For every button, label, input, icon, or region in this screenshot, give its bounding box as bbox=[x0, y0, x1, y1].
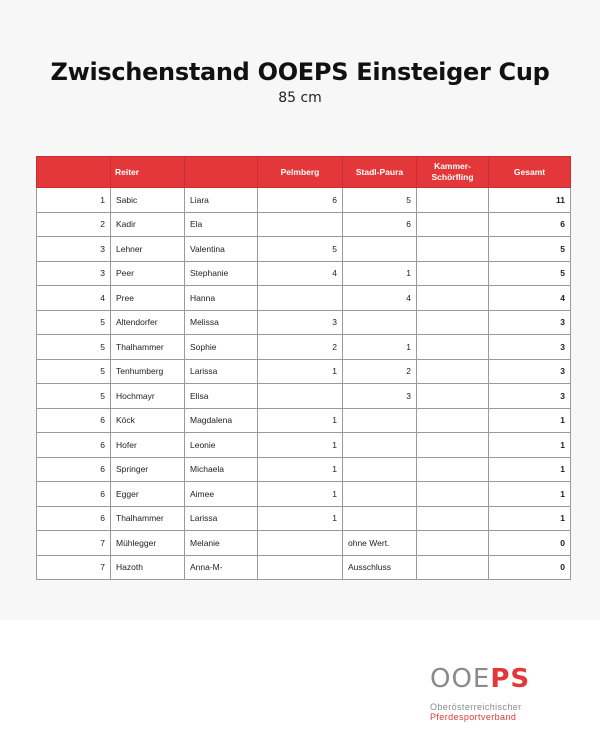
cell-stadl-paura: 4 bbox=[343, 286, 417, 311]
cell-last-name: Egger bbox=[111, 482, 185, 507]
table-row bbox=[37, 457, 571, 482]
table-row bbox=[37, 531, 571, 556]
cell-stadl-paura bbox=[343, 482, 417, 507]
table-row bbox=[37, 237, 571, 262]
table-row bbox=[37, 212, 571, 237]
cell-pelmberg: 5 bbox=[258, 237, 343, 262]
table-row bbox=[37, 335, 571, 360]
cell-last-name: Tenhumberg bbox=[111, 359, 185, 384]
table-row bbox=[37, 188, 571, 213]
cell-pelmberg: 1 bbox=[258, 359, 343, 384]
cell-stadl-paura: 5 bbox=[343, 188, 417, 213]
cell-pelmberg: 1 bbox=[258, 408, 343, 433]
cell-pelmberg: 1 bbox=[258, 457, 343, 482]
page-subtitle: 85 cm bbox=[278, 90, 322, 106]
cell-pelmberg bbox=[258, 286, 343, 311]
cell-rank: 7 bbox=[37, 531, 111, 556]
cell-stadl-paura bbox=[343, 506, 417, 531]
cell-first-name: Leonie bbox=[185, 433, 258, 458]
cell-stadl-paura bbox=[343, 310, 417, 335]
cell-rank: 3 bbox=[37, 261, 111, 286]
table-row bbox=[37, 310, 571, 335]
cell-last-name: Thalhammer bbox=[111, 506, 185, 531]
table-header-row bbox=[37, 157, 571, 188]
cell-first-name: Stephanie bbox=[185, 261, 258, 286]
cell-stadl-paura: 6 bbox=[343, 212, 417, 237]
cell-first-name: Melissa bbox=[185, 310, 258, 335]
cell-stadl-paura: ohne Wert. bbox=[343, 531, 417, 556]
cell-kammer-schoerfling bbox=[417, 457, 489, 482]
cell-total: 1 bbox=[489, 482, 571, 507]
cell-total: 3 bbox=[489, 310, 571, 335]
cell-pelmberg: 2 bbox=[258, 335, 343, 360]
cell-last-name: Mühlegger bbox=[111, 531, 185, 556]
cell-rank: 5 bbox=[37, 335, 111, 360]
table-row bbox=[37, 506, 571, 531]
cell-rank: 5 bbox=[37, 384, 111, 409]
cell-first-name: Larissa bbox=[185, 359, 258, 384]
cell-first-name: Elisa bbox=[185, 384, 258, 409]
cell-last-name: Peer bbox=[111, 261, 185, 286]
table-body bbox=[37, 188, 571, 580]
cell-kammer-schoerfling bbox=[417, 506, 489, 531]
cell-total: 1 bbox=[489, 457, 571, 482]
cell-total: 3 bbox=[489, 359, 571, 384]
cell-stadl-paura bbox=[343, 457, 417, 482]
cell-kammer-schoerfling bbox=[417, 555, 489, 580]
cell-total: 4 bbox=[489, 286, 571, 311]
cell-total: 6 bbox=[489, 212, 571, 237]
cell-rank: 2 bbox=[37, 212, 111, 237]
header-kammer-schoerfling: Kammer- Schörfling bbox=[417, 157, 489, 188]
cell-kammer-schoerfling bbox=[417, 482, 489, 507]
cell-pelmberg bbox=[258, 384, 343, 409]
cell-total: 1 bbox=[489, 408, 571, 433]
table-row bbox=[37, 482, 571, 507]
cell-rank: 5 bbox=[37, 359, 111, 384]
cell-rank: 3 bbox=[37, 237, 111, 262]
cell-rank: 4 bbox=[37, 286, 111, 311]
cell-pelmberg: 6 bbox=[258, 188, 343, 213]
cell-total: 1 bbox=[489, 433, 571, 458]
cell-kammer-schoerfling bbox=[417, 335, 489, 360]
standings-table bbox=[36, 156, 571, 580]
table-row bbox=[37, 555, 571, 580]
header-gesamt: Gesamt bbox=[489, 157, 571, 188]
cell-pelmberg: 4 bbox=[258, 261, 343, 286]
cell-kammer-schoerfling bbox=[417, 384, 489, 409]
cell-last-name: Sabic bbox=[111, 188, 185, 213]
cell-stadl-paura bbox=[343, 237, 417, 262]
cell-pelmberg bbox=[258, 212, 343, 237]
cell-first-name: Anna-M- bbox=[185, 555, 258, 580]
ooeps-logo bbox=[430, 666, 570, 728]
cell-stadl-paura: 1 bbox=[343, 261, 417, 286]
cell-total: 0 bbox=[489, 531, 571, 556]
cell-total: 5 bbox=[489, 237, 571, 262]
table-row bbox=[37, 286, 571, 311]
cell-kammer-schoerfling bbox=[417, 359, 489, 384]
cell-first-name: Valentina bbox=[185, 237, 258, 262]
cell-first-name: Larissa bbox=[185, 506, 258, 531]
cell-total: 1 bbox=[489, 506, 571, 531]
cell-pelmberg: 1 bbox=[258, 482, 343, 507]
cell-last-name: Hochmayr bbox=[111, 384, 185, 409]
cell-kammer-schoerfling bbox=[417, 531, 489, 556]
header-pelmberg: Pelmberg bbox=[258, 157, 343, 188]
cell-pelmberg: 3 bbox=[258, 310, 343, 335]
cell-total: 11 bbox=[489, 188, 571, 213]
cell-total: 3 bbox=[489, 384, 571, 409]
logo-line-1: Oberösterreichischer bbox=[430, 702, 522, 712]
page-title: Zwischenstand OOEPS Einsteiger Cup bbox=[50, 58, 550, 86]
cell-rank: 6 bbox=[37, 482, 111, 507]
cell-total: 0 bbox=[489, 555, 571, 580]
cell-last-name: Köck bbox=[111, 408, 185, 433]
cell-last-name: Thalhammer bbox=[111, 335, 185, 360]
cell-kammer-schoerfling bbox=[417, 212, 489, 237]
cell-kammer-schoerfling bbox=[417, 310, 489, 335]
table-row bbox=[37, 384, 571, 409]
header-stadl-paura: Stadl-Paura bbox=[343, 157, 417, 188]
cell-kammer-schoerfling bbox=[417, 286, 489, 311]
cell-rank: 6 bbox=[37, 433, 111, 458]
cell-first-name: Sophie bbox=[185, 335, 258, 360]
cell-kammer-schoerfling bbox=[417, 261, 489, 286]
cell-first-name: Magdalena bbox=[185, 408, 258, 433]
cell-kammer-schoerfling bbox=[417, 237, 489, 262]
cell-first-name: Michaela bbox=[185, 457, 258, 482]
cell-last-name: Hofer bbox=[111, 433, 185, 458]
header-reiter: Reiter bbox=[111, 157, 185, 188]
cell-last-name: Altendorfer bbox=[111, 310, 185, 335]
cell-pelmberg bbox=[258, 555, 343, 580]
logo-line-2: Pferdesportverband bbox=[430, 712, 517, 722]
cell-rank: 5 bbox=[37, 310, 111, 335]
cell-first-name: Liara bbox=[185, 188, 258, 213]
cell-last-name: Hazoth bbox=[111, 555, 185, 580]
cell-last-name: Kadir bbox=[111, 212, 185, 237]
cell-last-name: Lehner bbox=[111, 237, 185, 262]
cell-kammer-schoerfling bbox=[417, 433, 489, 458]
cell-stadl-paura: 2 bbox=[343, 359, 417, 384]
cell-kammer-schoerfling bbox=[417, 408, 489, 433]
cell-first-name: Aimee bbox=[185, 482, 258, 507]
cell-rank: 6 bbox=[37, 408, 111, 433]
cell-stadl-paura bbox=[343, 433, 417, 458]
cell-pelmberg bbox=[258, 531, 343, 556]
cell-rank: 1 bbox=[37, 188, 111, 213]
cell-last-name: Pree bbox=[111, 286, 185, 311]
table-row bbox=[37, 408, 571, 433]
cell-stadl-paura: Ausschluss bbox=[343, 555, 417, 580]
cell-total: 5 bbox=[489, 261, 571, 286]
cell-pelmberg: 1 bbox=[258, 433, 343, 458]
cell-first-name: Hanna bbox=[185, 286, 258, 311]
header-rank bbox=[37, 157, 111, 188]
cell-rank: 6 bbox=[37, 506, 111, 531]
table-row bbox=[37, 433, 571, 458]
cell-kammer-schoerfling bbox=[417, 188, 489, 213]
table-row bbox=[37, 261, 571, 286]
cell-rank: 6 bbox=[37, 457, 111, 482]
table-row bbox=[37, 359, 571, 384]
cell-total: 3 bbox=[489, 335, 571, 360]
cell-rank: 7 bbox=[37, 555, 111, 580]
cell-pelmberg: 1 bbox=[258, 506, 343, 531]
cell-last-name: Springer bbox=[111, 457, 185, 482]
cell-stadl-paura bbox=[343, 408, 417, 433]
header-first-name bbox=[185, 157, 258, 188]
cell-first-name: Melanie bbox=[185, 531, 258, 556]
cell-stadl-paura: 1 bbox=[343, 335, 417, 360]
logo-wordmark: OOEPS bbox=[430, 664, 531, 694]
cell-first-name: Ela bbox=[185, 212, 258, 237]
cell-stadl-paura: 3 bbox=[343, 384, 417, 409]
